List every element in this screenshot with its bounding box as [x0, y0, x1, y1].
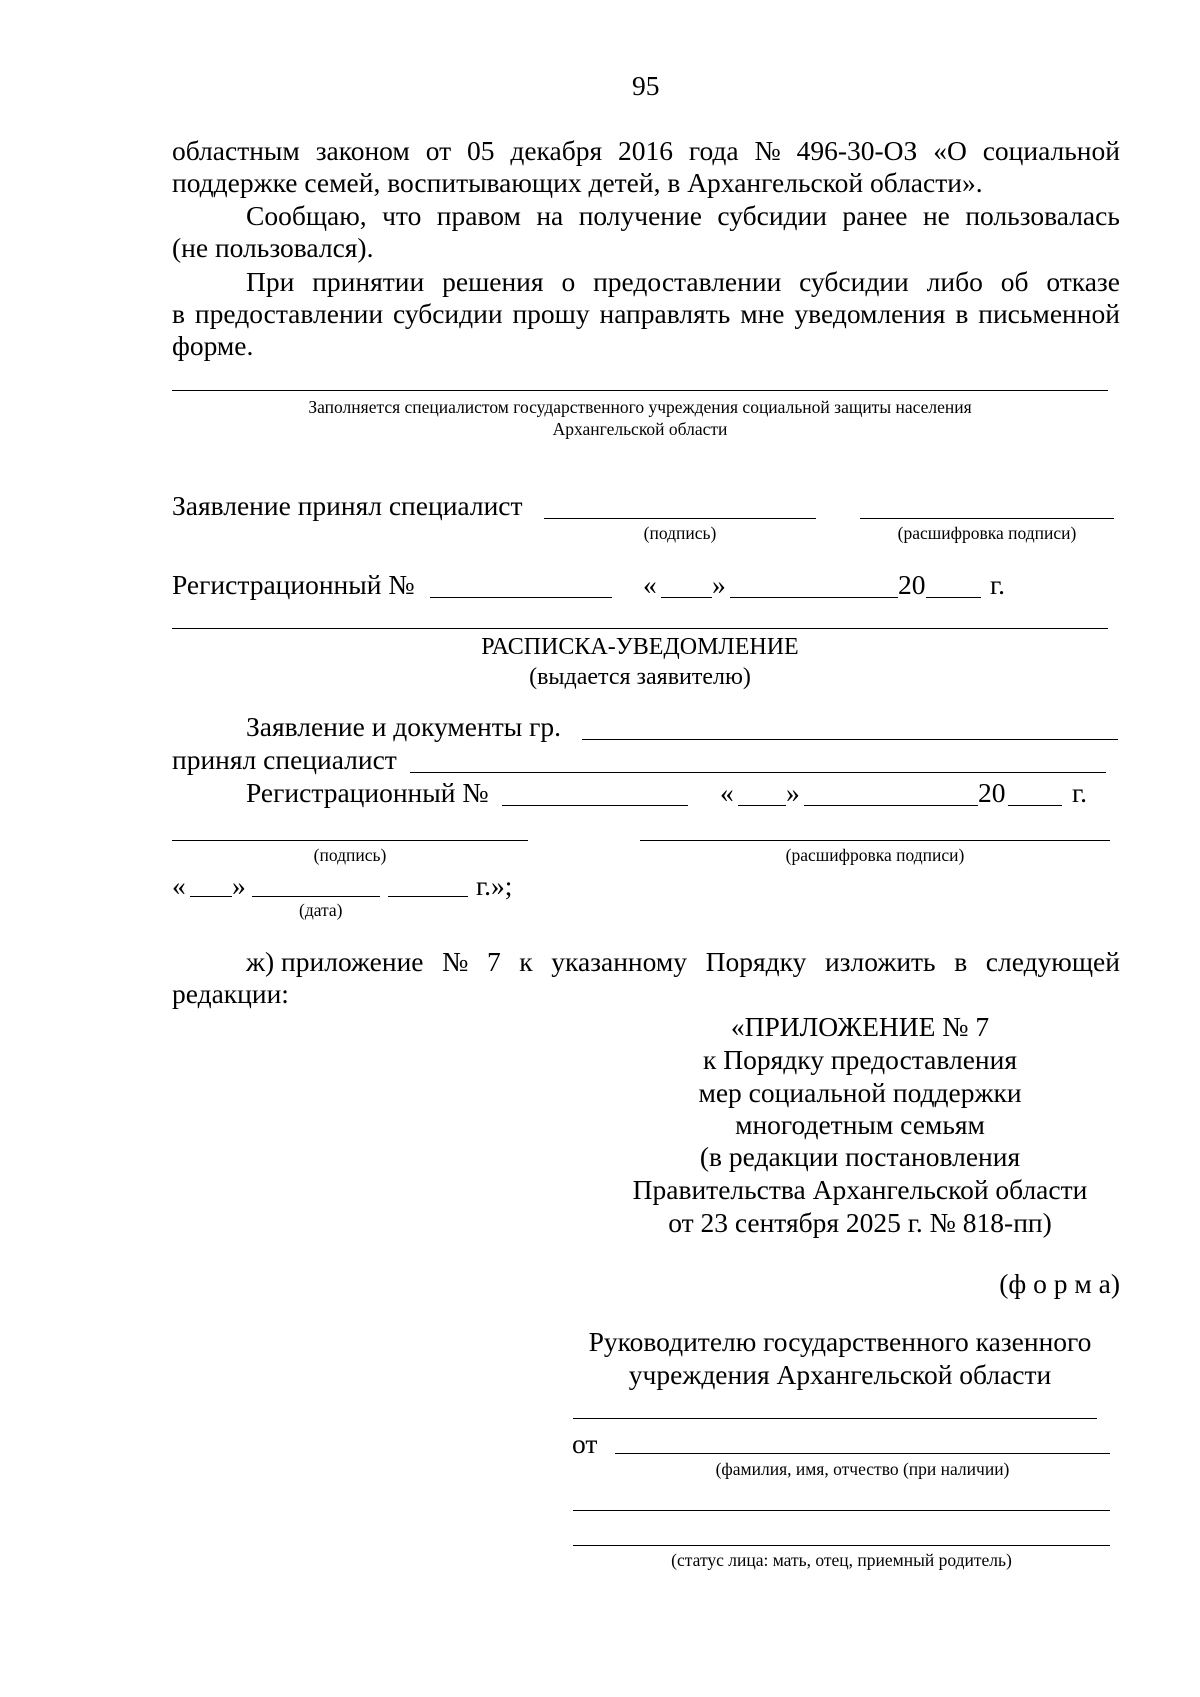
receipt-year-suffix: г.: [1072, 777, 1088, 808]
paragraph-2-line-2: (не пользовался).: [172, 232, 374, 263]
registration-number-field[interactable]: [430, 597, 612, 598]
addressee-line-1: Руководителю государственного казенного: [588, 1326, 1092, 1357]
receipt-date-day-field[interactable]: [190, 896, 232, 897]
specialist-caption-line-1: Заполняется специалистом государственного учреждения социальной защиты населения: [308, 397, 972, 417]
intro-line-2: поддержке семей, воспитывающих детей, в Архангельской области».: [172, 167, 983, 198]
addressee-line-2: учреждения Архангельской области: [628, 1359, 1052, 1390]
form-label: (ф о р м а): [999, 1268, 1120, 1299]
receipt-specialist-field[interactable]: [410, 772, 1106, 773]
signature-caption: (подпись): [643, 523, 717, 543]
receipt-registration-field[interactable]: [502, 805, 688, 806]
paragraph-3-line-3: форме.: [172, 330, 254, 361]
year-prefix: 20: [898, 569, 926, 600]
appendix-line-1: «ПРИЛОЖЕНИЕ № 7: [730, 1011, 990, 1042]
appendix-line-3: мер социальной поддержки: [698, 1077, 1022, 1108]
appendix-line-4: многодетным семьям: [735, 1109, 985, 1140]
appendix-line-2: к Порядку предоставления: [703, 1044, 1017, 1075]
receipt-docs-label: Заявление и документы гр.: [246, 711, 561, 742]
receipt-date-end: г.»;: [476, 870, 513, 901]
receipt-date-month-field[interactable]: [252, 896, 380, 897]
date-day-field[interactable]: [661, 597, 712, 598]
paragraph-3-line-2: в предоставлении субсидии прошу направлять мне уведомления в письменной: [172, 298, 1120, 329]
receipt-subtitle: (выдается заявителю): [529, 664, 751, 690]
specialist-caption-line-2: Архангельской области: [552, 419, 728, 439]
citizen-name-field[interactable]: [582, 739, 1118, 740]
page-number: 95: [632, 70, 660, 101]
institution-name-field[interactable]: [573, 1418, 1097, 1419]
receipt-date-year-field[interactable]: [388, 896, 468, 897]
receipt-year-prefix: 20: [978, 777, 1006, 808]
registration-label: Регистрационный №: [172, 569, 415, 600]
signature-field[interactable]: [544, 518, 816, 519]
date-month-field[interactable]: [730, 597, 898, 598]
receipt-divider: [172, 628, 1108, 629]
date-year-field[interactable]: [926, 597, 981, 598]
date-quote-open: «: [643, 569, 657, 600]
receipt-accepted-label: принял специалист: [172, 744, 397, 775]
appendix-line-7: от 23 сентября 2025 г. № 818-пп): [668, 1207, 1052, 1238]
applicant-name-field-2[interactable]: [573, 1510, 1110, 1511]
status-caption: (статус лица: мать, отец, приемный родитель): [671, 1550, 1012, 1570]
paragraph-2-line-1: Сообщаю, что правом на получение субсидии ранее не пользовалась: [246, 200, 1120, 231]
signature-decode-field[interactable]: [860, 518, 1114, 519]
signature-decode-caption: (расшифровка подписи): [897, 523, 1077, 543]
amendment-line-1: ж) приложение № 7 к указанному Порядку изложить в следующей: [246, 946, 1120, 977]
paragraph-3-line-1: При принятии решения о предоставлении субсидии либо об отказе: [246, 266, 1120, 297]
fio-caption: (фамилия, имя, отчество (при наличии): [715, 1459, 1010, 1479]
from-label: от: [572, 1428, 598, 1459]
receipt-month-field[interactable]: [804, 805, 978, 806]
section-divider: [172, 390, 1108, 391]
receipt-decode-field[interactable]: [640, 840, 1110, 841]
receipt-decode-caption: (расшифровка подписи): [785, 845, 965, 865]
date-quote-close: »: [712, 569, 726, 600]
receipt-title: РАСПИСКА-УВЕДОМЛЕНИЕ: [481, 634, 799, 660]
receipt-signature-field[interactable]: [172, 840, 528, 841]
receipt-quote-open: «: [720, 777, 734, 808]
receipt-signature-caption: (подпись): [313, 845, 387, 865]
applicant-status-field[interactable]: [573, 1545, 1110, 1546]
receipt-registration-label: Регистрационный №: [246, 777, 489, 808]
intro-line-1: областным законом от 05 декабря 2016 года № 496-30-ОЗ «О социальной: [172, 135, 1120, 166]
receipt-date-caption: (дата): [299, 900, 343, 920]
amendment-line-2: редакции:: [172, 978, 289, 1009]
appendix-line-6: Правительства Архангельской области: [632, 1174, 1088, 1205]
receipt-year-field[interactable]: [1008, 805, 1062, 806]
application-accepted-label: Заявление принял специалист: [172, 490, 523, 521]
receipt-quote-close: »: [786, 777, 800, 808]
receipt-day-field[interactable]: [738, 805, 786, 806]
applicant-name-field[interactable]: [615, 1453, 1110, 1454]
receipt-date-quote-open: «: [172, 870, 186, 901]
appendix-line-5: (в редакции постановления: [699, 1141, 1021, 1172]
year-suffix: г.: [990, 569, 1006, 600]
receipt-date-quote-close: »: [232, 870, 246, 901]
